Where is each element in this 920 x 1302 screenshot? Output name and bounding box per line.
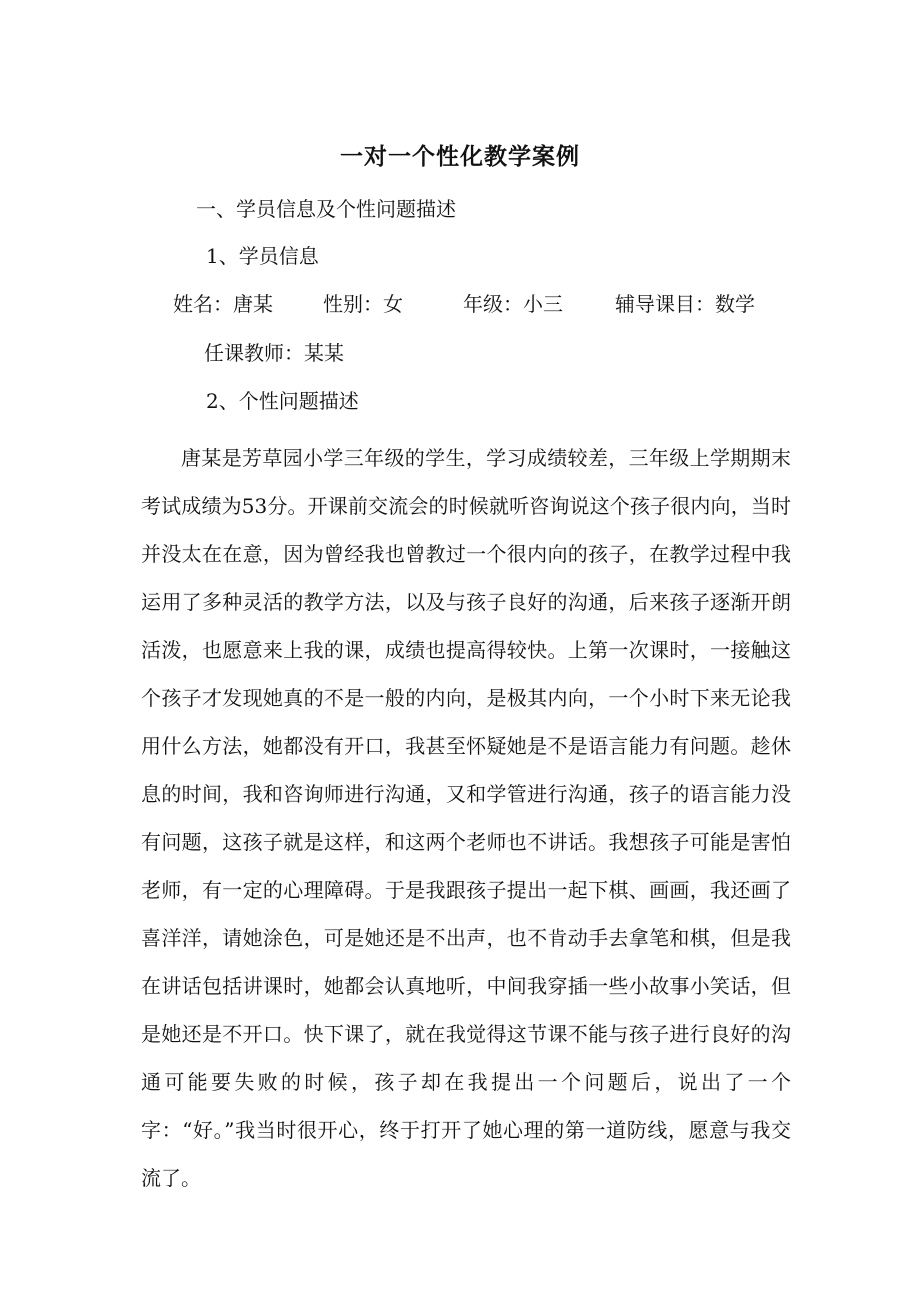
- problem-description-paragraph: 唐某是芳草园小学三年级的学生，学习成绩较差，三年级上学期期末考试成绩为53分。开课前交流会的时候就听咨询说这个孩子很内向，当时并没太在在意，因为曾经我也曾教过一个很内向的孩子，在教学过程中我运用了多种灵活的教学方法，以及与孩子良好的沟通，后来孩子逐渐开朗活泼，也愿意来上我的课，成绩也提高得较快。上第一次课时，一接触这个孩子才发现她真的不是一般的内向，是极其内向，一个小时下来无论我用什么方法，她都没有开口，我甚至怀疑她是不是语言能力有问题。趁休息的时间，我和咨询师进行沟通，又和学管进行沟通，孩子的语言能力没有问题，这孩子就是这样，和这两个老师也不讲话。我想孩子可能是害怕老师，有一定的心理障碍。于是我跟孩子提出一起下棋、画画，我还画了喜洋洋，请她涂色，可是她还是不出声，也不肯动手去拿笔和棋，但是我在讲话包括讲课时，她都会认真地听，中间我穿插一些小故事小笑话，但是她还是不开口。快下课了，就在我觉得这节课不能与孩子进行良好的沟通可能要失败的时候，孩子却在我提出一个问题后，说出了一个字：“好。”我当时很开心，终于打开了她心理的第一道防线，愿意与我交流了。: [141, 446, 791, 1190]
- student-subject: 辅导课目：数学: [615, 292, 755, 316]
- student-name: 姓名：唐某: [173, 292, 273, 316]
- document-title: 一对一个性化教学案例: [340, 143, 580, 170]
- student-gender: 性别：女: [323, 292, 403, 316]
- subheading-student-info: 1、学员信息: [206, 244, 319, 268]
- student-info-row: [173, 290, 755, 318]
- section-heading-student-info: 一、学员信息及个性问题描述: [196, 197, 456, 221]
- teacher-info: 任课教师：某某: [204, 341, 344, 365]
- student-grade: 年级：小三: [463, 292, 563, 316]
- subheading-problem-description: 2、个性问题描述: [206, 389, 359, 413]
